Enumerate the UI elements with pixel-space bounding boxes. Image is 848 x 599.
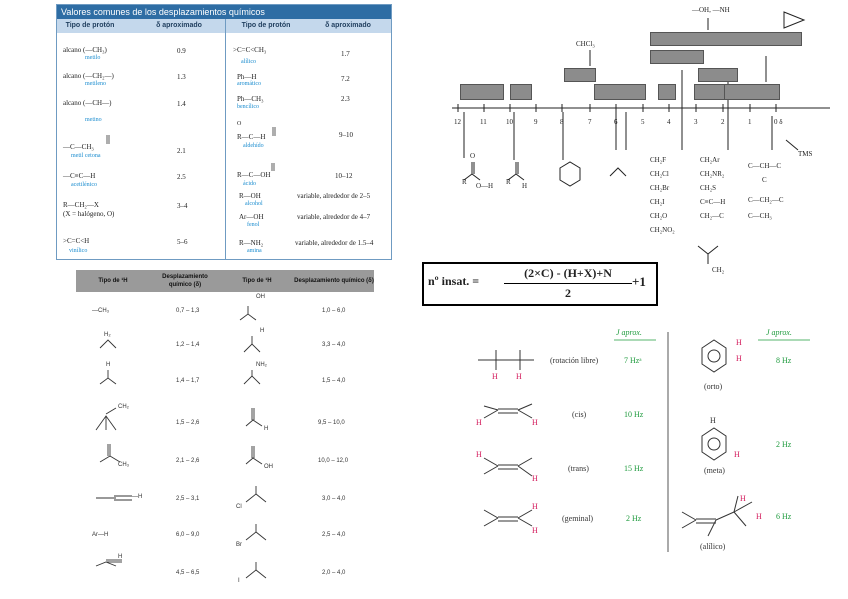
- j-free-rotation: 7 Hzᵃ: [624, 356, 642, 365]
- h-free-1: H: [492, 372, 498, 381]
- h-cis-1: H: [476, 418, 482, 427]
- row-right-7-name: amina: [247, 248, 262, 254]
- row-right-2-name: bencílico: [237, 104, 259, 110]
- row-left-3-formula: —C—CH₃: [63, 143, 94, 151]
- grey-left-shift-0: 0,7 – 1,3: [176, 308, 200, 314]
- row-right-2-shift: 2.3: [341, 95, 350, 103]
- col2-4: CH₂—C: [700, 212, 724, 220]
- grey-left-label-0: —CH₃: [92, 308, 110, 314]
- h-gem-2: H: [532, 526, 538, 535]
- row-right-3-oxygen: O: [237, 121, 242, 127]
- tick-7: 7: [588, 118, 592, 126]
- row-left-5-shift: 3–4: [177, 202, 188, 210]
- row-right-7-formula: R—NH₂: [239, 239, 264, 247]
- grey-left-shift-4: 2,1 – 2,6: [176, 458, 200, 464]
- grey-left-shift-2: 1,4 – 1,7: [176, 378, 200, 384]
- label-alilico: (alílico): [700, 542, 726, 551]
- col2-1: CH₂NR₂: [700, 170, 725, 178]
- j-header-right: J aprox.: [766, 328, 792, 337]
- col3-1: C: [762, 176, 767, 184]
- grey-left-label-4: CH₃: [118, 462, 130, 468]
- h-cis-2: H: [532, 418, 538, 427]
- grey-right-label-3: H: [264, 426, 269, 432]
- j-cis: 10 Hz: [624, 410, 644, 419]
- fraction-bar: [504, 283, 632, 284]
- grey-right-shift-1: 3,3 – 4,0: [322, 342, 346, 348]
- shift-table-blue: [56, 4, 392, 260]
- grey-left-shift-3: 1,5 – 2,6: [176, 420, 200, 426]
- row-right-4-formula: R—C—OH: [237, 171, 271, 179]
- h-meta-2: H: [734, 450, 740, 459]
- row-right-6-name: fenol: [247, 222, 260, 228]
- row-right-1-name: aromático: [237, 81, 261, 87]
- shift-table-grey: [56, 266, 392, 596]
- col1-5: CH₂NO₂: [650, 226, 675, 234]
- tick-9: 9: [534, 118, 538, 126]
- grey-right-shift-6: 2,5 – 4,0: [322, 532, 346, 538]
- tick-3: 3: [694, 118, 698, 126]
- coupling-structures: [468, 326, 820, 596]
- h-trans-1: H: [476, 450, 482, 459]
- label-free-rotation: (rotación libre): [550, 356, 599, 365]
- tick-4: 4: [667, 118, 671, 126]
- formula-prefix: nº insat. =: [428, 274, 480, 288]
- grey-right-label-6: Br: [236, 542, 242, 548]
- tick-10: 10: [506, 118, 513, 126]
- grey-right-label-5: Cl: [236, 504, 242, 510]
- table-title: Valores comunes de los desplazamientos químicos: [57, 5, 391, 19]
- row-left-3-shift: 2.1: [177, 147, 186, 155]
- j-header-left: J aprox.: [616, 328, 642, 337]
- box-aldehyde: [510, 84, 532, 100]
- formula-suffix: +1: [632, 274, 646, 289]
- tick-5: 5: [641, 118, 645, 126]
- label-cis: (cis): [572, 410, 587, 419]
- grey-right-label-0: OH: [256, 294, 265, 300]
- row-right-3-shift: 9–10: [339, 131, 353, 139]
- row-right-7-shift: variable, alrededor de 1.5–4: [295, 239, 374, 247]
- row-left-0-formula: alcano (—CH₃): [63, 46, 107, 54]
- row-left-2-formula: alcano (—CH—): [63, 99, 112, 107]
- box-acid: [460, 84, 504, 100]
- row-left-1-formula: alcano (—CH₂—): [63, 72, 114, 80]
- grey-left-shift-5: 2,5 – 3,1: [176, 496, 200, 502]
- h-trans-2: H: [532, 474, 538, 483]
- col1-3: CH₂I: [650, 198, 665, 206]
- grey-header-shift-2: Desplazamiento químico (δ): [294, 270, 374, 292]
- header-proton-type-1: Tipo de protón: [65, 22, 115, 29]
- grey-left-label-3: CH₂: [118, 404, 129, 410]
- row-right-5-shift: variable, alrededor de 2–5: [297, 192, 371, 200]
- grey-left-shift-6: 6,0 – 9,0: [176, 532, 200, 538]
- grey-right-label-4: OH: [264, 464, 273, 470]
- table-a-structure-marks: [57, 5, 393, 261]
- grey-left-label-1: H₂: [104, 332, 111, 338]
- grey-right-shift-3: 9,5 – 10,0: [318, 420, 345, 426]
- formula-numerator: (2×C) - (H+X)+N: [524, 266, 612, 280]
- header-shift-2: δ aproximado: [325, 22, 371, 29]
- row-right-5-name: alcohol: [245, 201, 263, 207]
- col1-2: CH₂Br: [650, 184, 670, 192]
- tick-12: 12: [454, 118, 461, 126]
- h-gem-1: H: [532, 502, 538, 511]
- row-left-5-name: (X = halógeno, O): [63, 210, 115, 218]
- row-left-6-name: vinílico: [69, 248, 88, 254]
- h-orto-2: H: [736, 354, 742, 363]
- tick-1: 1: [748, 118, 752, 126]
- grey-right-shift-0: 1,0 – 6,0: [322, 308, 346, 314]
- row-left-6-formula: >C=C<H: [63, 237, 90, 245]
- row-left-4-formula: —C≡C—H: [63, 172, 96, 180]
- col1-0: CH₂F: [650, 156, 667, 164]
- tick-11: 11: [480, 118, 487, 126]
- grey-left-label-2: H: [106, 362, 111, 368]
- row-right-3-formula: R—C—H: [237, 133, 266, 141]
- row-left-0-shift: 0.9: [177, 47, 186, 55]
- tick-2: 2: [721, 118, 725, 126]
- col1-4: CH₂O: [650, 212, 668, 220]
- grey-header-shift-1: Desplazamiento químico (δ): [150, 270, 220, 292]
- col1-1: CH₂Cl: [650, 170, 669, 178]
- box-allylic: [698, 68, 738, 82]
- grey-header-type-2: Tipo de ¹H: [220, 270, 294, 292]
- col3-2: C—CH₂—C: [748, 196, 784, 204]
- row-right-3-name: aldehído: [243, 143, 264, 149]
- label-meta: (meta): [704, 466, 725, 475]
- row-left-4-name: acetilénico: [71, 182, 97, 188]
- header-proton-type-2: Tipo de protón: [241, 22, 291, 29]
- box-ch2o: [658, 84, 676, 100]
- grey-left-label-6: Ar—H: [92, 532, 109, 538]
- row-left-3-name: metil cetona: [71, 153, 101, 159]
- box-vinyl: [594, 84, 646, 100]
- h-allyl-1: H: [740, 494, 746, 503]
- row-left-1-name: metileno: [85, 81, 106, 87]
- h-free-2: H: [516, 372, 522, 381]
- tick-6: 6: [614, 118, 618, 126]
- j-orto: 8 Hz: [776, 356, 792, 365]
- box-ch2x: [650, 50, 704, 64]
- row-right-6-formula: Ar—OH: [239, 213, 264, 221]
- row-right-0-name: alílico: [241, 59, 256, 65]
- formula-denominator: 2: [565, 286, 571, 300]
- col2-2: CH₂S: [700, 184, 717, 192]
- acid-label-r: R: [462, 178, 467, 186]
- bottom-ch2: CH₂: [712, 266, 725, 274]
- j-meta: 2 Hz: [776, 440, 792, 449]
- row-left-0-name: metilo: [85, 55, 101, 61]
- grey-left-label-7: H: [118, 554, 123, 560]
- header-shift-1: δ aproximado: [156, 22, 202, 29]
- h-allyl-2: H: [756, 512, 762, 521]
- grey-right-label-1: H: [260, 328, 265, 334]
- grey-left-shift-7: 4,5 – 6,5: [176, 570, 200, 576]
- h-meta-1: H: [710, 416, 716, 425]
- aldehyde-label-r: R: [506, 178, 511, 186]
- row-right-6-shift: variable, alrededor de 4–7: [297, 213, 371, 221]
- j-alilico: 6 Hz: [776, 512, 792, 521]
- label-orto: (orto): [704, 382, 723, 391]
- grey-right-shift-7: 2,0 – 4,0: [322, 570, 346, 576]
- shift-scale-diagram: [446, 0, 848, 290]
- col3-3: C—CH₃: [748, 212, 772, 220]
- tick-0: 0 δ: [774, 118, 783, 126]
- box-oh-nh: [650, 32, 802, 46]
- row-right-4-shift: 10–12: [335, 172, 353, 180]
- grey-left-label-5: —H: [132, 494, 143, 500]
- row-left-1-shift: 1.3: [177, 73, 186, 81]
- label-geminal: (geminal): [562, 514, 594, 523]
- acid-label-o: O: [470, 152, 476, 160]
- grey-right-label-2: NH₂: [256, 362, 267, 368]
- grey-table-structures: [56, 266, 392, 596]
- grey-right-shift-2: 1,5 – 4,0: [322, 378, 346, 384]
- label-oh-nh: —OH, —NH: [692, 6, 730, 14]
- coupling-constants: [468, 326, 820, 596]
- row-left-2-shift: 1.4: [177, 100, 186, 108]
- row-left-6-shift: 5–6: [177, 238, 188, 246]
- col3-0: C—CH—C: [748, 162, 782, 170]
- row-right-0-formula: >C=C<CH₃: [233, 46, 267, 54]
- aldehyde-label-h: H: [522, 182, 528, 190]
- row-right-1-shift: 7.2: [341, 75, 350, 83]
- row-right-4-name: ácido: [243, 181, 256, 187]
- row-left-4-shift: 2.5: [177, 173, 186, 181]
- unsaturation-formula: [422, 262, 658, 306]
- box-alkane: [724, 84, 780, 100]
- label-chcl3: CHCl₃: [576, 40, 595, 48]
- label-tms: TMS: [798, 150, 813, 158]
- tick-8: 8: [560, 118, 564, 126]
- row-right-5-formula: R—OH: [239, 192, 261, 200]
- box-aromatic: [564, 68, 596, 82]
- row-left-5-formula: R—CH₂—X: [63, 201, 99, 209]
- grey-left-shift-1: 1,2 – 1,4: [176, 342, 200, 348]
- grey-header-type-1: Tipo de ¹H: [76, 270, 150, 292]
- row-right-0-shift: 1.7: [341, 50, 350, 58]
- grey-right-shift-5: 3,0 – 4,0: [322, 496, 346, 502]
- row-left-2-name: metino: [85, 117, 102, 123]
- acid-label-oh: O—H: [476, 182, 494, 190]
- col2-0: CH₂Ar: [700, 156, 720, 164]
- h-orto-1: H: [736, 338, 742, 347]
- row-right-1-formula: Ph—H: [237, 73, 257, 81]
- col2-3: C≡C—H: [700, 198, 726, 206]
- label-trans: (trans): [568, 464, 589, 473]
- j-trans: 15 Hz: [624, 464, 644, 473]
- j-geminal: 2 Hz: [626, 514, 642, 523]
- grey-right-label-7: I: [238, 578, 240, 584]
- row-right-2-formula: Ph—CH₃: [237, 95, 264, 103]
- grey-right-shift-4: 10,0 – 12,0: [318, 458, 349, 464]
